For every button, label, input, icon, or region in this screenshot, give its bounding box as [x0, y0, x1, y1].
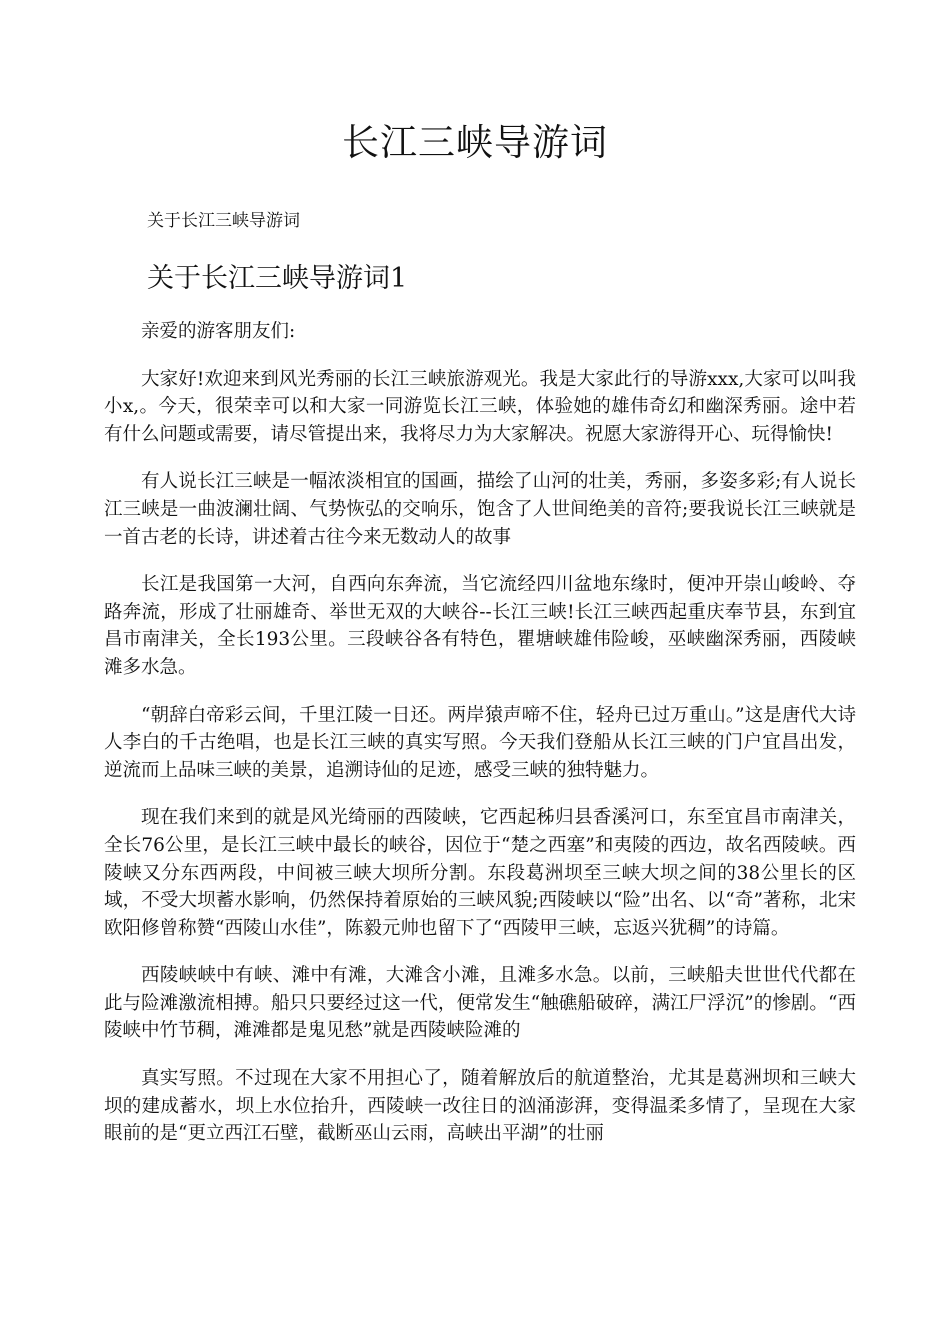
paragraph-greeting: 亲爱的游客朋友们: — [141, 321, 296, 342]
paragraph-overview: 长江是我国第一大河，自西向东奔流，当它流经四川盆地东缘时，便冲开崇山峻岭、夺路奔流，形成了壮丽雄奇、举世无双的大峡谷--长江三峡!长江三峡西起重庆奉节县，东到宜昌市南津关，全长193公里。三段峡谷各有特色，瞿塘峡雄伟险峻，巫峡幽深秀丽，西陵峡滩多水急。 — [104, 574, 856, 678]
paragraph-today: 真实写照。不过现在大家不用担心了，随着解放后的航道整治，尤其是葛洲坝和三峡大坝的建成蓄水，坝上水位抬升，西陵峡一改往日的汹涌澎湃，变得温柔多情了，呈现在大家眼前的是“更立西江石壁，截断巫山云雨，高峡出平湖”的壮丽 — [104, 1068, 856, 1145]
paragraph-description: 有人说长江三峡是一幅浓淡相宜的国画，描绘了山河的壮美，秀丽，多姿多彩;有人说长江三峡是一曲波澜壮阔、气势恢弘的交响乐，饱含了人世间绝美的音符;要我说长江三峡就是一首古老的长诗，讲述着古往今来无数动人的故事 — [104, 471, 856, 548]
paragraph-poem: “朝辞白帝彩云间，千里江陵一日还。两岸猿声啼不住，轻舟已过万重山。”这是唐代大诗人李白的千古绝唱，也是长江三峡的真实写照。今天我们登船从长江三峡的门户宜昌出发，逆流而上品味三峡的美景，追溯诗仙的足迹，感受三峡的独特魅力。 — [104, 704, 856, 781]
document-title: 长江三峡导游词 — [342, 121, 608, 164]
paragraph-xiling-gorge: 现在我们来到的就是风光绮丽的西陵峡，它西起秭归县香溪河口，东至宜昌市南津关，全长76公里，是长江三峡中最长的峡谷，因位于“楚之西塞”和夷陵的西边，故名西陵峡。西陵峡又分东西两段，中间被三峡大坝所分割。东段葛洲坝至三峡大坝之间的38公里长的区域，不受大坝蓄水影响，仍然保持着原始的三峡风貌;西陵峡以“险”出名、以“奇”著称，北宋欧阳修曾称赞“西陵山水佳”，陈毅元帅也留下了“西陵甲三峡，忘返兴犹稠”的诗篇。 — [104, 807, 856, 939]
body-text — [104, 318, 856, 1168]
document-subtitle: 关于长江三峡导游词 — [147, 211, 300, 231]
paragraph-rapids: 西陵峡峡中有峡、滩中有滩，大滩含小滩，且滩多水急。以前，三峡船夫世世代代都在此与险滩激流相搏。船只只要经过这一代，便常发生“触礁船破碎，满江尸浮沉”的惨剧。“西陵峡中竹节稠，滩滩都是鬼见愁”就是西陵峡险滩的 — [104, 965, 856, 1042]
section-heading: 关于长江三峡导游词1 — [147, 263, 408, 294]
paragraph-welcome: 大家好!欢迎来到风光秀丽的长江三峡旅游观光。我是大家此行的导游xxx,大家可以叫我小x,。今天，很荣幸可以和大家一同游览长江三峡，体验她的雄伟奇幻和幽深秀丽。途中若有什么问题或需要，请尽管提出来，我将尽力为大家解决。祝愿大家游得开心、玩得愉快! — [104, 368, 856, 445]
